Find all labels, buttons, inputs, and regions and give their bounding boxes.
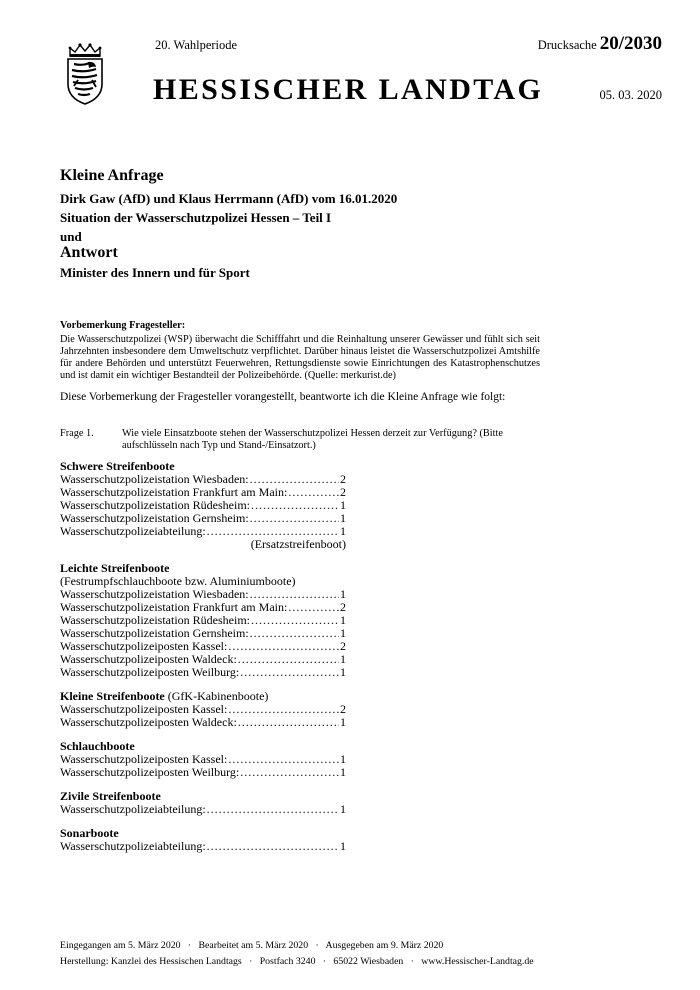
station-name: Wasserschutzpolizeiabteilung: <box>60 524 206 538</box>
station-name: Wasserschutzpolizeistation Wiesbaden: <box>60 472 249 486</box>
section-schwere-streifenboote <box>60 460 346 551</box>
station-name: Wasserschutzpolizeistation Rüdesheim: <box>60 613 250 627</box>
preliminary-remark-heading: Vorbemerkung Fragesteller: <box>60 320 186 331</box>
document-footer <box>60 938 534 970</box>
request-subject: Situation der Wasserschutzpolizei Hessen – Teil I <box>60 210 332 225</box>
footer-dates: Eingegangen am 5. März 2020 · Bearbeitet am 5. März 2020 · Ausgegeben am 9. März 2020 <box>60 940 444 951</box>
list-item <box>60 840 346 853</box>
section-kleine-streifenboote <box>60 690 346 729</box>
boat-count: 1 <box>340 752 346 766</box>
section-title: Zivile Streifenboote <box>60 789 161 803</box>
station-name: Wasserschutzpolizeiabteilung: <box>60 839 206 853</box>
boat-count: 1 <box>340 765 346 779</box>
list-item <box>60 666 346 679</box>
section-title-suffix: (GfK-Kabinenboote) <box>164 689 269 703</box>
station-name: Wasserschutzpolizeiposten Waldeck: <box>60 652 237 666</box>
footer-publisher: Herstellung: Kanzlei des Hessischen Landtags · Postfach 3240 · 65022 Wiesbaden · www.Hessischer-Landtag.de <box>60 956 534 967</box>
legislative-period: 20. Wahlperiode <box>155 38 238 52</box>
answer-introduction: Diese Vorbemerkung der Fragesteller vorangestellt, beantworte ich die Kleine Anfrage wie folgt: <box>60 391 506 403</box>
question-text: Wie viele Einsatzboote stehen der Wasserschutzpolizei Hessen derzeit zur Verfügung? (Bitte aufschlüsseln nach Typ und Stand-/Einsatzort.) <box>122 428 503 452</box>
boat-count: 1 <box>340 665 346 679</box>
station-name: Wasserschutzpolizeistation Gernsheim: <box>60 511 249 525</box>
section-title-text: Kleine Streifenboote <box>60 689 165 703</box>
boat-count: 1 <box>340 802 346 816</box>
printed-matter-number <box>538 33 662 55</box>
request-authors: Dirk Gaw (AfD) und Klaus Herrmann (AfD) vom 16.01.2020 <box>60 191 398 206</box>
boat-count: 1 <box>340 511 346 525</box>
boat-count: 1 <box>340 524 346 538</box>
boat-count: 1 <box>340 839 346 853</box>
document-date: 05. 03. 2020 <box>599 88 662 102</box>
station-name: Wasserschutzpolizeistation Wiesbaden: <box>60 587 249 601</box>
station-name: Wasserschutzpolizeiposten Weilburg: <box>60 765 240 779</box>
preliminary-remark-body: Die Wasserschutzpolizei (WSP) überwacht die Schifffahrt und die Reinhaltung unserer Gewässer und fühlt sich seit Jahrzehnten insbesondere dem Umweltschutz verpflichtet. Darüber hinaus leistet die Wasserschutzpolizei Amtshilfe für andere Behörden und unterstützt Feuerwehren, Rettungsdienste sowie Einrichtungen des Katastrophenschutzes und ist damit ein wichtiger Bestandteil der Polizeibehörde. (Quelle: merkurist.de) <box>60 334 540 382</box>
boat-count: 2 <box>340 702 346 716</box>
boat-count: 1 <box>340 652 346 666</box>
station-name: Wasserschutzpolizeistation Frankfurt am Main: <box>60 600 288 614</box>
question-1 <box>60 428 525 453</box>
boat-count: 1 <box>340 613 346 627</box>
section-title: Schlauchboote <box>60 739 135 753</box>
section-leichte-streifenboote <box>60 562 346 679</box>
drucksache-number: 20/2030 <box>599 33 662 54</box>
section-zivile-streifenboote <box>60 790 346 816</box>
boat-count: 2 <box>340 639 346 653</box>
section-subtitle: (Festrumpfschlauchboote bzw. Aluminiumboote) <box>60 574 296 588</box>
boat-listing <box>60 460 346 853</box>
request-type-heading: Kleine Anfrage <box>60 167 164 184</box>
preliminary-remark <box>60 320 540 382</box>
station-name: Wasserschutzpolizeiposten Kassel: <box>60 702 228 716</box>
replacement-boat-note: (Ersatzstreifenboot) <box>250 537 346 551</box>
station-name: Wasserschutzpolizeiposten Kassel: <box>60 639 228 653</box>
list-item <box>60 803 346 816</box>
drucksache-label: Drucksache <box>537 38 597 52</box>
station-name: Wasserschutzpolizeiposten Waldeck: <box>60 715 237 729</box>
boat-count: 2 <box>340 485 346 499</box>
section-title: Sonarboote <box>60 826 119 840</box>
station-name: Wasserschutzpolizeiposten Kassel: <box>60 752 228 766</box>
list-item <box>60 716 346 729</box>
hessen-coat-of-arms-logo <box>62 40 108 106</box>
station-name: Wasserschutzpolizeiposten Weilburg: <box>60 665 240 679</box>
section-title: Leichte Streifenboote <box>60 561 170 575</box>
station-name: Wasserschutzpolizeistation Frankfurt am Main: <box>60 485 288 499</box>
answer-heading: Antwort <box>60 244 118 261</box>
section-title: Schwere Streifenboote <box>60 459 175 473</box>
boat-count: 2 <box>340 472 346 486</box>
section-schlauchboote <box>60 740 346 779</box>
station-name: Wasserschutzpolizeistation Gernsheim: <box>60 626 249 640</box>
boat-count: 1 <box>340 587 346 601</box>
station-name: Wasserschutzpolizeistation Rüdesheim: <box>60 498 250 512</box>
boat-count: 1 <box>340 715 346 729</box>
section-sonarboote <box>60 827 346 853</box>
boat-count: 2 <box>340 600 346 614</box>
station-name: Wasserschutzpolizeiabteilung: <box>60 802 206 816</box>
answering-minister: Minister des Innern und für Sport <box>60 265 250 280</box>
list-item <box>60 766 346 779</box>
connector-text: und <box>60 229 82 244</box>
boat-count: 1 <box>340 626 346 640</box>
boat-count: 1 <box>340 498 346 512</box>
question-label: Frage 1. <box>60 428 94 439</box>
parliament-title: HESSISCHER LANDTAG <box>153 73 544 106</box>
